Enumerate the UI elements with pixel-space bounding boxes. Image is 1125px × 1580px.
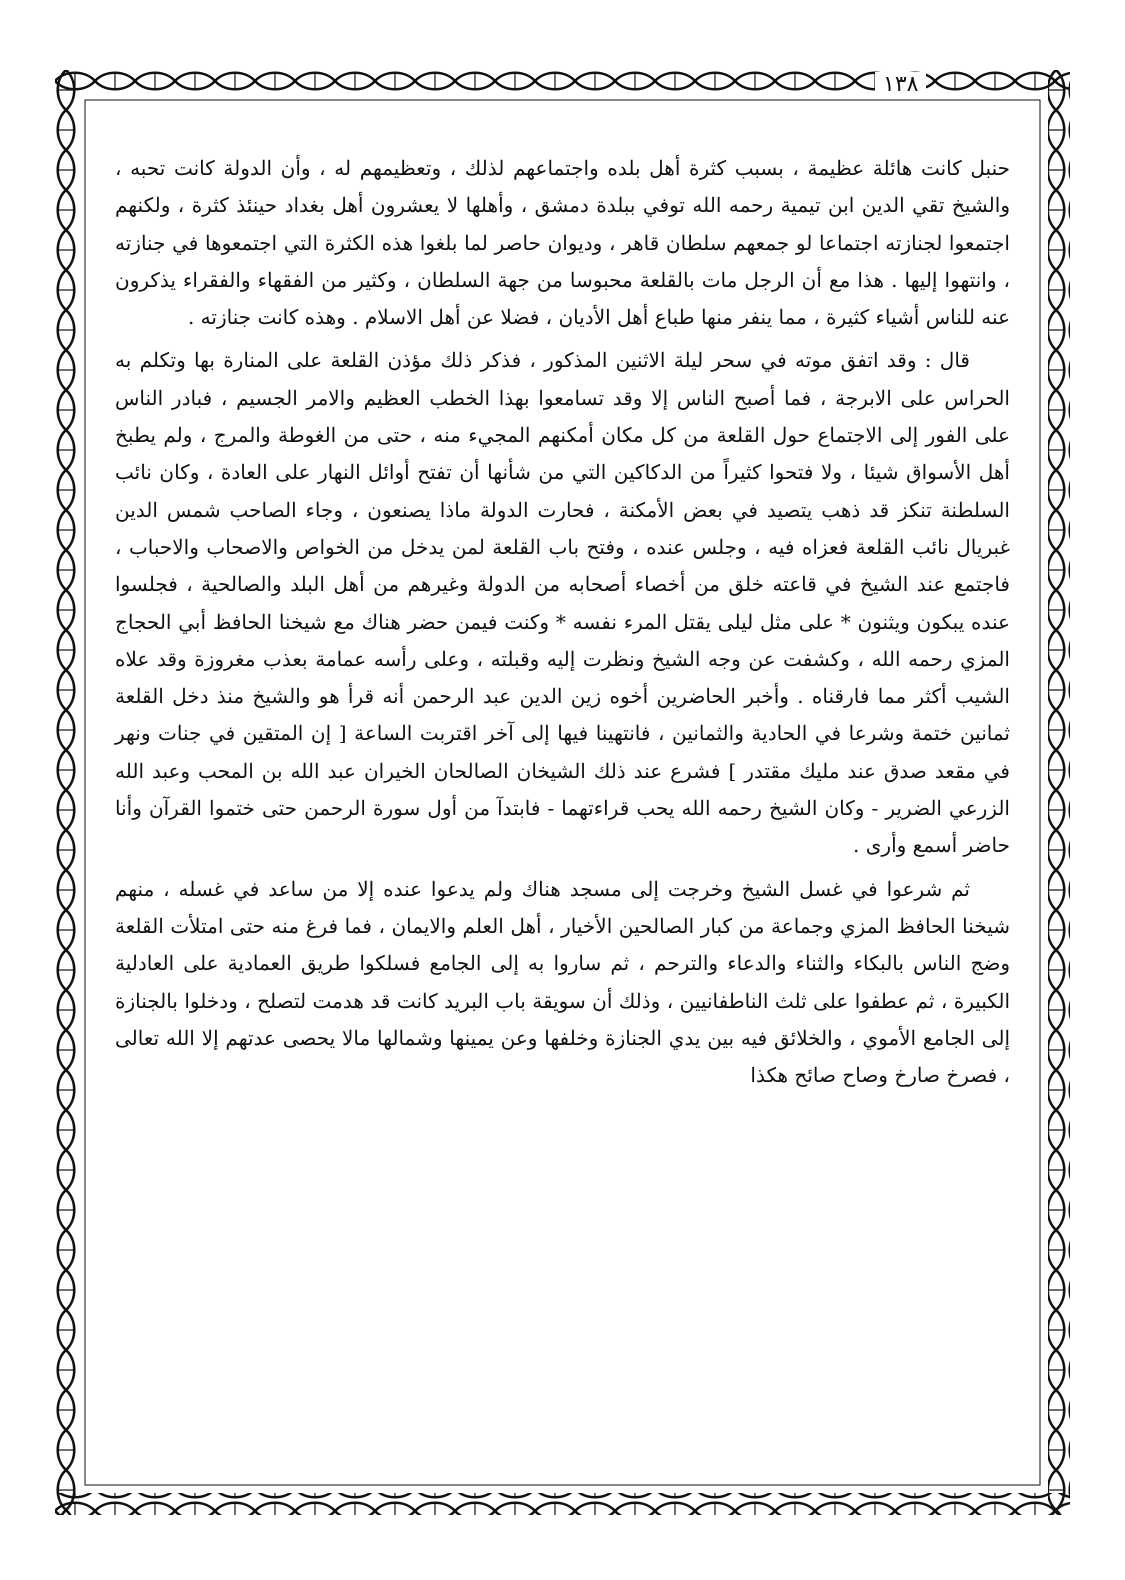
- paragraph-3: ثم شرعوا في غسل الشيخ وخرجت إلى مسجد هناك ولم يدعوا عنده إلا من ساعد في غسله ، منهم شيخنا الحافظ المزي وجماعة من كبار الصالحين الأخيار ، أهل العلم والايمان ، فما فرغ منه حتى امتلأت القلعة وضج الناس بالبكاء والثناء والدعاء والترحم ، ثم ساروا به إلى الجامع فسلكوا طريق العمادية على العادلية الكبيرة ، ثم عطفوا على ثلث الناطفانيين ، وذلك أن سويقة باب البريد كانت قد هدمت لتصلح ، ودخلوا بالجنازة إلى الجامع الأموي ، والخلائق فيه بين يدي الجنازة وخلفها وعن يمينها وشمالها مالا يحصى عدتهم إلا الله تعالى ، فصرخ صارخ وصاح صائح هكذا: [115, 876, 1010, 1088]
- page-number: ١٣٨: [875, 72, 926, 97]
- paragraph-1: حنبل كانت هائلة عظيمة ، بسبب كثرة أهل بلده واجتماعهم لذلك ، وتعظيمهم له ، وأن الدولة كانت تحبه ، والشيخ تقي الدين ابن تيمية رحمه الله توفي ببلدة دمشق ، وأهلها لا يعشرون أهل بغداد حينئذ كثرة ، ولكنهم اجتمعوا لجنازته اجتماعا لو جمعهم سلطان قاهر ، وديوان حاصر لما بلغوا هذه الكثرة التي اجتمعوها في جنازته ، وانتهوا إليها . هذا مع أن الرجل مات بالقلعة محبوسا من جهة السلطان ، وكثير من الفقهاء والفقراء يذكرون عنه للناس أشياء كثيرة ، مما ينفر منها طباع أهل الأديان ، فضلا عن أهل الاسلام . وهذه كانت جنازته .: [115, 156, 1010, 330]
- page-body: [115, 150, 1010, 1470]
- paragraph-2: قال : وقد اتفق موته في سحر ليلة الاثنين المذكور ، فذكر ذلك مؤذن القلعة على المنارة بها وتكلم به الحراس على الابرجة ، فما أصبح الناس إلا وقد تسامعوا بهذا الخطب العظيم والامر الجسيم ، فبادر الناس على الفور إلى الاجتماع حول القلعة من كل مكان أمكنهم المجيء منه ، حتى من الغوطة والمرج ، ولم يطبخ أهل الأسواق شيئا ، ولا فتحوا كثيراً من الدكاكين التي من شأنها أن تفتح أوائل النهار على العادة ، وكان نائب السلطنة تنكز قد ذهب يتصيد في بعض الأمكنة ، فحارت الدولة ماذا يصنعون ، وجاء الصاحب شمس الدين غبريال نائب القلعة فعزاه فيه ، وجلس عنده ، وفتح باب القلعة لمن يدخل من الخواص والاصحاب والاحباب ، فاجتمع عند الشيخ في قاعته خلق من أخصاء أصحابه من الدولة وغيرهم من أهل البلد والصالحية ، فجلسوا عنده يبكون ويثنون * على مثل ليلى يقتل المرء نفسه * وكنت فيمن حضر هناك مع شيخنا الحافظ أبي الحجاج المزي رحمه الله ، وكشفت عن وجه الشيخ ونظرت إليه وقبلته ، وعلى رأسه عمامة بعذب مغروزة وقد علاه الشيب أكثر مما فارقناه . وأخبر الحاضرين أخوه زين الدين عبد الرحمن أنه قرأ هو والشيخ منذ دخل القلعة ثمانين ختمة وشرعا في الحادية والثمانين ، فانتهينا فيها إلى آخر اقتربت الساعة [ إن المتقين في جنات ونهر في مقعد صدق عند مليك مقتدر ] فشرع عند ذلك الشيخان الصالحان الخيران عبد الله بن المحب وعبد الله الزرعي الضرير - وكان الشيخ رحمه الله يحب قراءتهما - فابتدآ من أول سورة الرحمن حتى ختموا القرآن وأنا حاضر أسمع وأرى .: [115, 348, 1010, 858]
